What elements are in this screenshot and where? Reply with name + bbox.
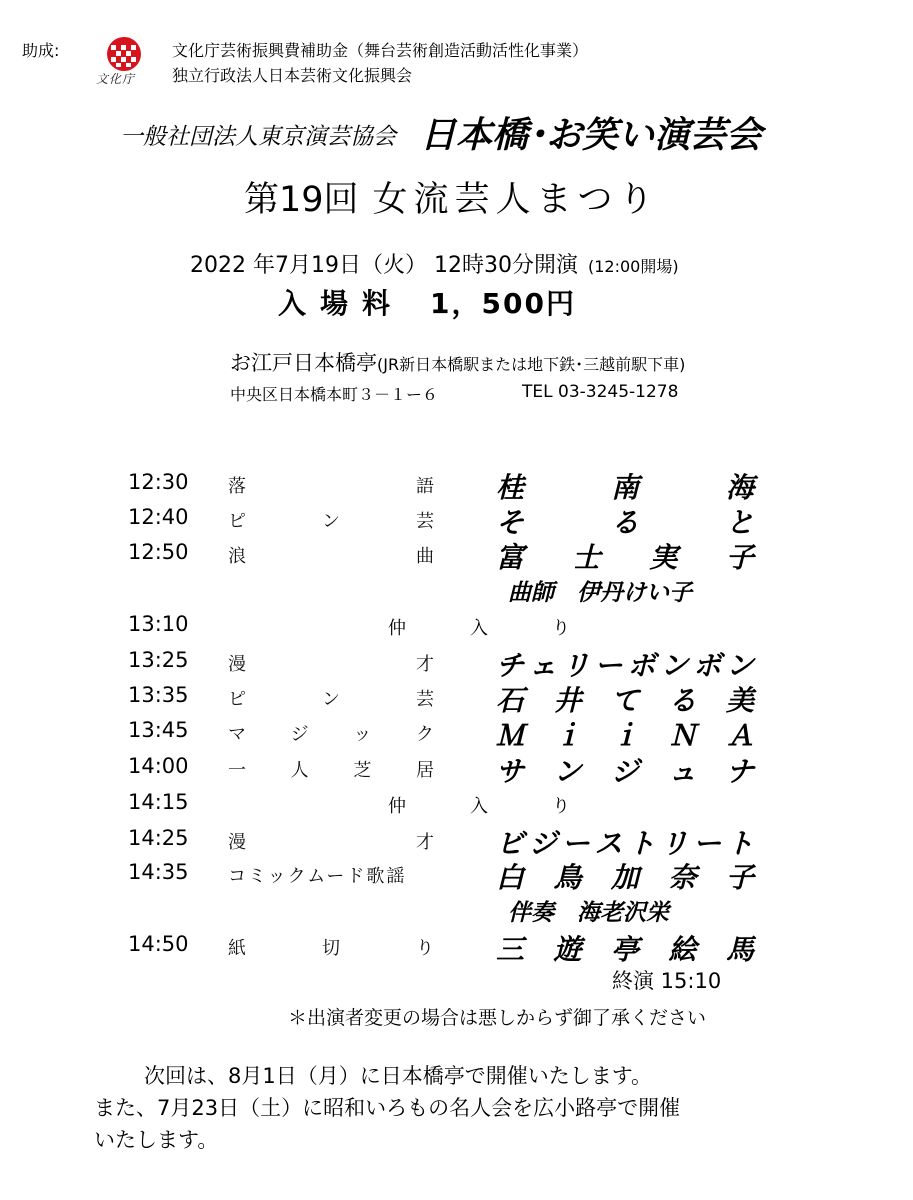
program-performer-char: ー — [693, 827, 722, 860]
sponsor-line-1: 文化庁芸術振興費補助金（舞台芸術創造活動活性化事業） — [172, 41, 589, 60]
program-genre-char: ッ — [353, 724, 372, 745]
event-name: 日本橋･お笑い演芸会 — [420, 114, 763, 156]
main-title-edition: 第19回 — [244, 180, 359, 220]
program-performer-char: ｉ — [610, 719, 639, 752]
main-title-name: 女流芸人まつり — [372, 180, 660, 220]
program-performer — [496, 679, 754, 719]
program-performer-char: 奈 — [668, 861, 697, 894]
program-genre-char: ジ — [290, 724, 309, 745]
program-performer-char: ジ — [610, 755, 639, 788]
program-performer — [496, 466, 754, 506]
footer-line-1: 次回は、8月1日（月）に日本橋亭で開催いたします。 — [144, 1064, 653, 1088]
program-performer-char: リ — [660, 827, 689, 860]
program-time: 14:35 — [128, 860, 189, 884]
program-genre-char: 一 — [228, 760, 246, 781]
program-performer-char: と — [725, 506, 754, 539]
program-time: 13:10 — [128, 612, 189, 636]
program-genre — [228, 934, 434, 960]
program-performer-char: 絵 — [668, 933, 697, 966]
program-genre-char: ン — [322, 689, 340, 710]
program-genre — [228, 756, 434, 782]
program-performer-char: 三 — [496, 933, 525, 966]
program-genre — [228, 720, 434, 746]
program-time: 12:40 — [128, 505, 189, 529]
program-performer-char: 子 — [725, 861, 754, 894]
footer-line-3: いたします。 — [94, 1128, 219, 1152]
program-performer-char: ン — [725, 649, 754, 682]
program-performer-char: ト — [627, 827, 656, 860]
program-genre-char: 切 — [322, 938, 340, 959]
program-genre-char: 才 — [416, 832, 434, 853]
program-genre-char: 漫 — [228, 832, 246, 853]
program-genre-char: マ — [228, 724, 246, 745]
program-genre-char: 曲 — [416, 546, 434, 567]
program-performer-char: ー — [594, 649, 623, 682]
program-time: 13:35 — [128, 683, 189, 707]
footer-announcement — [94, 1060, 814, 1156]
venue-tel: TEL 03-3245-1278 — [522, 382, 679, 402]
program-intermission-char: り — [552, 618, 570, 639]
program-performer-char: 海 — [725, 471, 754, 504]
program-performer-char: 子 — [725, 541, 754, 574]
sponsor-label: 助成: — [22, 41, 60, 60]
program-performer-char: Ｎ — [668, 719, 697, 752]
program-performer-char: サ — [496, 755, 525, 788]
sponsor-line-2: 独立行政法人日本芸術文化振興会 — [172, 66, 413, 85]
program-genre-char: 才 — [416, 654, 434, 675]
program-genre-char: ク — [415, 724, 434, 745]
program-performer-char: 鳥 — [553, 861, 582, 894]
program-performer-char: ト — [725, 827, 754, 860]
program-intermission-char: 入 — [470, 618, 488, 639]
program-genre — [228, 650, 434, 676]
program-time: 12:50 — [128, 540, 189, 564]
date-time: 2022 年7月19日（火） 12時30分開演 — [190, 253, 578, 278]
program-genre: コミックムード歌謡 — [228, 866, 407, 887]
program-time: 12:30 — [128, 470, 189, 494]
admission-price: 1，500円 — [430, 287, 576, 320]
program-performer-char: る — [610, 506, 639, 539]
venue-access: (JR新日本橋駅または地下鉄･三越前駅下車) — [377, 355, 686, 374]
program-performer-char: リ — [561, 649, 590, 682]
program-performer-char: ェ — [528, 649, 557, 682]
program-time: 14:25 — [128, 826, 189, 850]
program-genre-char: ピ — [228, 689, 246, 710]
program-genre-char: 人 — [290, 760, 309, 781]
program-time: 13:45 — [128, 718, 189, 742]
program-intermission — [388, 792, 570, 818]
program-time: 14:15 — [128, 790, 189, 814]
program-genre — [228, 542, 434, 568]
program-performer-char: 桂 — [496, 471, 525, 504]
program-performer — [496, 856, 754, 896]
program-genre-char: 居 — [415, 760, 434, 781]
program-performer-char: そ — [496, 506, 525, 539]
program-time: 14:00 — [128, 754, 189, 778]
program-performer-char: ュ — [668, 755, 697, 788]
program-performer-char: ン — [660, 649, 689, 682]
program-performer-char: 美 — [725, 684, 754, 717]
program-genre-char: ン — [322, 511, 340, 532]
logo-text: 文化庁 — [96, 72, 136, 86]
program-genre — [228, 472, 434, 498]
program-performer-char: ビ — [496, 827, 525, 860]
program-performer-char: ナ — [725, 755, 754, 788]
program-performer-char: ス — [594, 827, 623, 860]
program-performer-char: ボ — [693, 649, 722, 682]
program-performer-char: 富 — [496, 541, 525, 574]
program-performer — [496, 501, 754, 541]
program-genre-char: 芸 — [416, 689, 434, 710]
program-performer-char: Ａ — [725, 719, 754, 752]
program-genre-char: 語 — [416, 476, 434, 497]
program-performer — [496, 750, 754, 790]
program-performer-char: 白 — [496, 861, 525, 894]
program-performer — [496, 714, 754, 754]
program-genre-char: 浪 — [228, 546, 246, 567]
program-performer-char: ジ — [528, 827, 557, 860]
program-accompanist: 曲師 伊丹けい子 — [508, 579, 692, 606]
program-performer-char: 石 — [496, 684, 525, 717]
program-intermission — [388, 614, 570, 640]
program-genre-char: 漫 — [228, 654, 246, 675]
program-genre — [228, 828, 434, 854]
admission-label: 入場料 — [278, 287, 405, 320]
program-genre — [228, 685, 434, 711]
program-genre-char: 落 — [228, 476, 246, 497]
program-performer — [496, 536, 754, 576]
program-genre — [228, 507, 434, 533]
program-performer-char: 加 — [610, 861, 639, 894]
program-performer-char: ボ — [627, 649, 656, 682]
program-performer-char: 実 — [649, 541, 678, 574]
program-performer-char: 南 — [610, 471, 639, 504]
end-time: 終演 15:10 — [612, 969, 722, 993]
program-performer-char: る — [668, 684, 697, 717]
program-performer-char: 士 — [572, 541, 601, 574]
program-performer-char: ン — [553, 755, 582, 788]
program-performer-char: ー — [561, 827, 590, 860]
venue-address: 中央区日本橋本町３－１ー６ — [230, 385, 439, 404]
program-genre-char: 芸 — [416, 511, 434, 532]
organizer-name: 一般社団法人東京演芸協会 — [120, 124, 396, 150]
program-performer-char: ｉ — [553, 719, 582, 752]
program-intermission-char: 仲 — [388, 796, 406, 817]
doors-open: (12:00開場) — [587, 257, 679, 276]
program-performer-char: 井 — [553, 684, 582, 717]
program-performer-char: 馬 — [725, 933, 754, 966]
program-intermission-char: 入 — [470, 796, 488, 817]
change-notice: ＊出演者変更の場合は悪しからず御了承ください — [288, 1007, 707, 1029]
program-genre-char: 芝 — [353, 760, 372, 781]
program-performer — [496, 644, 754, 684]
program-time: 13:25 — [128, 648, 189, 672]
program-accompanist: 伴奏 海老沢栄 — [508, 899, 669, 926]
program-performer-char: 遊 — [553, 933, 582, 966]
program-genre-char: り — [416, 938, 434, 959]
venue-name: お江戸日本橋亭 — [230, 351, 377, 375]
program-performer-char: て — [610, 684, 639, 717]
program-genre-char: ピ — [228, 511, 246, 532]
program-performer — [496, 928, 754, 968]
program-intermission-char: 仲 — [388, 618, 406, 639]
program-intermission-char: り — [552, 796, 570, 817]
program-performer-char: チ — [496, 649, 525, 682]
program-time: 14:50 — [128, 932, 189, 956]
program-performer-char: 亭 — [610, 933, 639, 966]
program-performer-char: Ｍ — [496, 719, 525, 752]
program-genre-char: 紙 — [228, 938, 246, 959]
footer-line-2: また、7月23日（土）に昭和いろもの名人会を広小路亭で開催 — [94, 1096, 681, 1120]
